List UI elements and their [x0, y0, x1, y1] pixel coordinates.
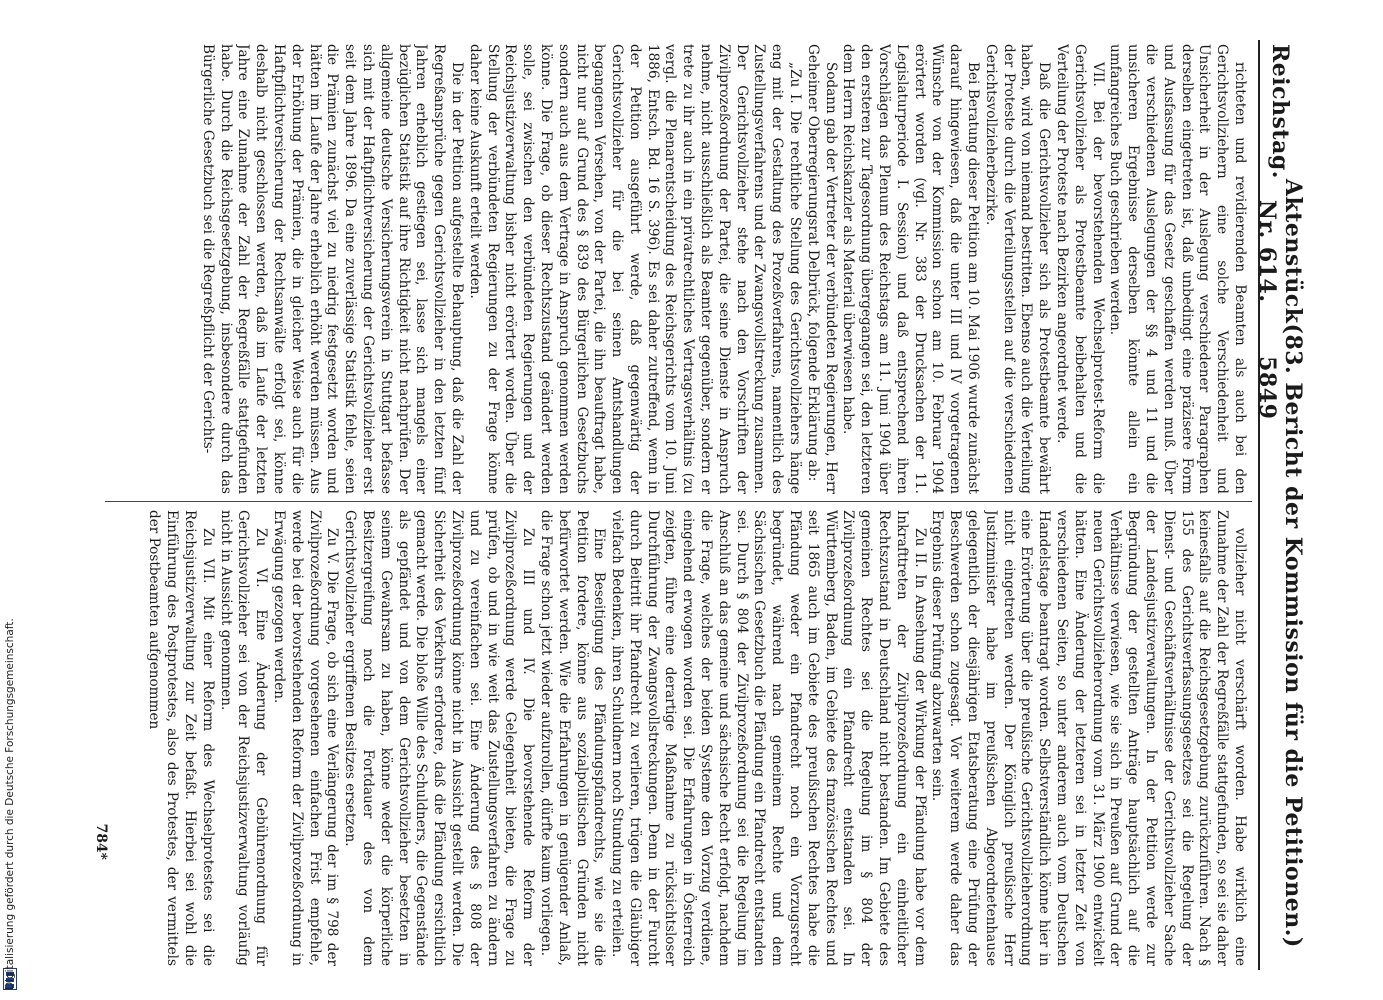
page-content: [93, 40, 1306, 970]
page-header: [1254, 40, 1306, 970]
right-text-column: [107, 510, 1248, 966]
left-text-column: [107, 44, 1248, 494]
column-divider: [105, 501, 1252, 502]
header-report-title: [1254, 324, 1306, 970]
left-column-paragraph: Sodann gab der Vertreter der verbündeten Regierungen, Herr Geheimer Oberregierungsrat Delbrück, folgende Erklärung ab:: [804, 44, 839, 494]
right-column-paragraph: Zu II. In Ansehung der Wirkung der Pfändung habe vor dem Inkrafttreten der Zivilprozeßordnung ein einheitlicher Rechtszustand in Deutschland nicht bestanden. Im Gebiete des gemeinen Rechtes sei die Regelung im § 804 der Zivilprozeßordnung ein Pfandrecht entstanden sei. In Württemberg, Baden, im Gebiete des französischen Rechtes und seit 1865 auch im Gebiete des preußischen Rechtes habe die Pfändung weder ein Pfandrecht noch ein Vorzugsrecht begründet, während nach gemeinem Rechte und dem Sächsischen Gesetzbuch die Pfändung ein Pfandrecht entstanden sei. Durch § 804 der Zivilprozeßordnung sei die Regelung im Anschluß an das gemeine und sächsische Recht erfolgt, nachdem die Frage, welches der beiden Systeme den Vorzug verdiene, eingehend erwogen worden sei. Die Erfahrungen in Österreich zeigten, führe eine derartige Maßnahme zu rücksichtsloser Durchführung der Zwangsvollstreckungen. Denn in der Furcht durch Beitritt ihr Pfandrecht zu verlieren, trügen die Gläubiger vielfach Bedenken, ihren Schuldnern noch Stundung zu erteilen.: [609, 510, 928, 966]
right-column-paragraph: Zu V. Die Frage, ob sich eine Verlängerung der im § 798 der Zivilprozeßordnung vorgesehenen einfachen Frist empfehle, werde bei der bevorstehenden Reform der Zivilprozeßordnung in Erwägung gezogen werden.: [270, 510, 341, 966]
credit-text: Digitalisierung gefördert durch die Deutsche Forschungsgemeinschaft.: [4, 618, 16, 990]
left-column-paragraph: Daß die Gerichtsvollzieher sich als Protestbeamte bewährt haben, wird von niemand bestritten. Ebenso auch die Verteilung der Proteste durch die Verteilungsstellen auf die verschiedenen Gerichtsvollzieherbezirke.: [982, 44, 1053, 494]
page-number: 5849: [1254, 356, 1280, 420]
left-column-paragraph: Die in der Petition aufgestellte Behauptung, daß die Zahl der Regreßansprüche gegen Gerichtsvollzieher in den letzten fünf Jahren erheblich gestiegen sei, lasse sich mangels einer bezüglichen Statistik auf ihre Richtigkeit nicht nachprüfen. Der allgemeine deutsche Versicherungsverein in Stuttgart befasse sich mit der Haftpflichtversicherung der Gerichtsvollzieher erst seit dem Jahre 1896. Da eine zuverlässige Statistik fehle, seien die Prämien zunächst viel zu niedrig festgesetzt worden und hätten im Laufe der Jahre erheblich erhöht werden müssen. Aus der Erhöhung der Prämien, die in gleicher Weise auch für die Haftpflichtversicherung der Rechtsanwälte erfolgt sei, könne deshalb nicht geschlossen werden, daß im Laufe der letzten Jahre eine Zunahme der Zahl der Regreßfälle stattgefunden habe. Durch die Reichsgesetzgebung, insbesondere durch das Bürgerliche Gesetzbuch sei die Regreßpflicht der Gerichts-: [199, 44, 465, 494]
header-reichstag: Reichstag.: [1267, 44, 1293, 179]
right-column-paragraph: Zu VI. Eine Änderung der Gebührenordnung für Gerichtsvollzieher sei von der Reichsjustizverwaltung vorläufig nicht in Aussicht genommen.: [217, 510, 270, 966]
left-column-paragraph: Bei Beratung dieser Petition am 10. Mai 1906 wurde zunächst darauf hingewiesen, daß die unter III und IV vorgetragenen Wünsche von der Kommission schon am 10. Februar 1904 erörtert worden (vgl. Nr. 383 der Drucksachen der 11. Legislaturperiode I. Session) und daß entsprechend ihren Vorschlägen das Plenum des Reichstags am 11. Juni 1904 über den ersteren zur Tagesordnung übergegangen sei, den letzteren dem Herrn Reichskanzler als Material überwiesen habe.: [840, 44, 982, 494]
left-column-paragraph: richteten und revidierenden Beamten als auch bei den Gerichtsvollziehern eine solche Verschiedenheit und Unsicherheit in der Auslegung verschiedener Paragraphen derselben eingetreten ist, daß unbedingt eine präzisere Form und Ausfassung für das Gesetz geschaffen werden muß. Über die verschiedenen Auslegungen der §§ 4 und 11 und die unsicheren Ergebnisse derselben könnte allein ein umfangreiches Buch geschrieben werden.: [1107, 44, 1248, 494]
right-column-paragraph: Eine Beseitigung des Pfändungspfandrechts, wie sie die Petition fordere, könne aus sozialpolitischen Gründen nicht befürwortet werden. Wie die Erfahrungen in genügender Anlaß, die Frage schon jetzt wieder aufzurollen, dürfte kaum vorliegen.: [537, 510, 608, 966]
digitization-credit: [0, 0, 22, 1000]
signature-mark: 784*: [93, 823, 109, 860]
left-column-paragraph: „Zu I. Die rechtliche Stellung des Gerichtsvollziehers hänge eng mit der Gestaltung des Prozeßverfahrens, namentlich des Zustellungsverfahrens und der Zwangsvollstreckung zusammen. Der Gerichtsvollzieher stehe nach den Vorschriften der Zivilprozeßordnung der Partei, die seine Dienste in Anspruch nehme, nicht ausschließlich als Beamter gegenüber, sondern er trete zu ihr auch in ein privatrechtliches Vertragsverhältnis (zu vergl. die Plenarentscheidung des Reichsgerichts vom 10. Juni 1886, Entsch. Bd. 16 S. 396). Es sei daher zutreffend, wenn in der Petition ausgeführt werde, daß gegenwärtig der Gerichtsvollzieher für die bei seinen Amtshandlungen begangenen Versehen, von der Partei, die ihn beauftragt habe, nicht nur auf Grund des § 839 des Bürgerlichen Gesetzbuchs sondern auch aus dem Vertrage in Anspruch genommen werden könne. Die Frage, ob dieser Rechtszustand geändert werden solle, sei zwischen den verbündeten Regierungen und der Reichsjustizverwaltung bisher nicht erörtert worden. Über die Stellung der verbündeten Regierungen zu der Frage könne daher keine Auskunft erteilt werden.: [466, 44, 804, 494]
right-column-paragraph: Zu VII. Mit einer Reform des Wechselprotestes sei die Reichsjustizverwaltung zur Zeit befaßt. Hierbei sei wohl die Einführung des Postprotestes, also des Protestes, der vermittels der Postbeamten aufgenommen: [146, 510, 216, 966]
scanned-page: [93, 40, 1306, 970]
header-committee: (83. Bericht der Kommission für die Petitionen.): [1280, 323, 1306, 948]
header-document-number: Aktenstück Nr. 614.: [1254, 178, 1306, 324]
right-column-paragraph: Zu III und IV. Die bevorstehende Reform der Zivilprozeßordnung werde Gelegenheit bieten, die Frage zu prüfen, ob und in wie weit das Zustellungsverfahren zu ändern und zu vereinfachen sei. Eine Änderung des § 808 der Zivilprozeßordnung könne nicht in Aussicht gestellt werden. Die Sicherheit des Verkehrs erfordere, daß die Pfändung ersichtlich gemacht werde. Die bloße Wille des Schuldners, die Gegenstände als gepfändet und von dem Gerichtsvollzieher besetzten in seinem Gewahrsam zu haben, könne weder die körperliche Besitzergreifung noch die Fortdauer des von dem Gerichtsvollzieher ergriffenen Besitzes ersetzen.: [342, 510, 537, 966]
right-column-paragraph: vollzieher nicht verschärft worden. Habe wirklich eine Zunahme der Zahl der Regreßfälle stattgefunden, so sei sie daher keinesfalls auf die Reichsgesetzgebung zurückzuführen. Nach § 155 des Gerichtsverfassungsgesetzes sei die Regelung der Dienst- und Geschäftsverhältnisse der Gerichtsvollzieher Sache der Landesjustizverwaltungen. In der Petition werde zur Begründung der gestellten Anträge hauptsächlich auf die Verhältnisse verwiesen, wie sie sich in Preußen auf Grund der neuen Gerichtsvollzieherordnung vom 31. März 1900 entwickelt hätten. Eine Änderung der letzteren sei in letzter Zeit von verschiedenen Seiten, so unter anderem auch vom Deutschen Handelstage beantragt worden. Selbstverständlich könne hier in eine Erörterung über die preußische Gerichtsvollzieherordnung nicht eingetreten werden. Der Königlich preußische Herr Justizminister habe im preußischen Abgeordnetenhause gelegentlich der diesjährigen Etatsberatung eine Prüfung der Beschwerden schon zugesagt. Vor weiterem werde daher das Ergebnis dieser Prüfung abzuwarten sein.: [929, 510, 1248, 966]
left-column-paragraph: VII. Bei der bevorstehenden Wechselprotest-Reform die Gerichtsvollzieher als Protestbeamte beibehalten und die Verteilung der Proteste nach Bezirken angeordnet werde.: [1054, 44, 1106, 494]
